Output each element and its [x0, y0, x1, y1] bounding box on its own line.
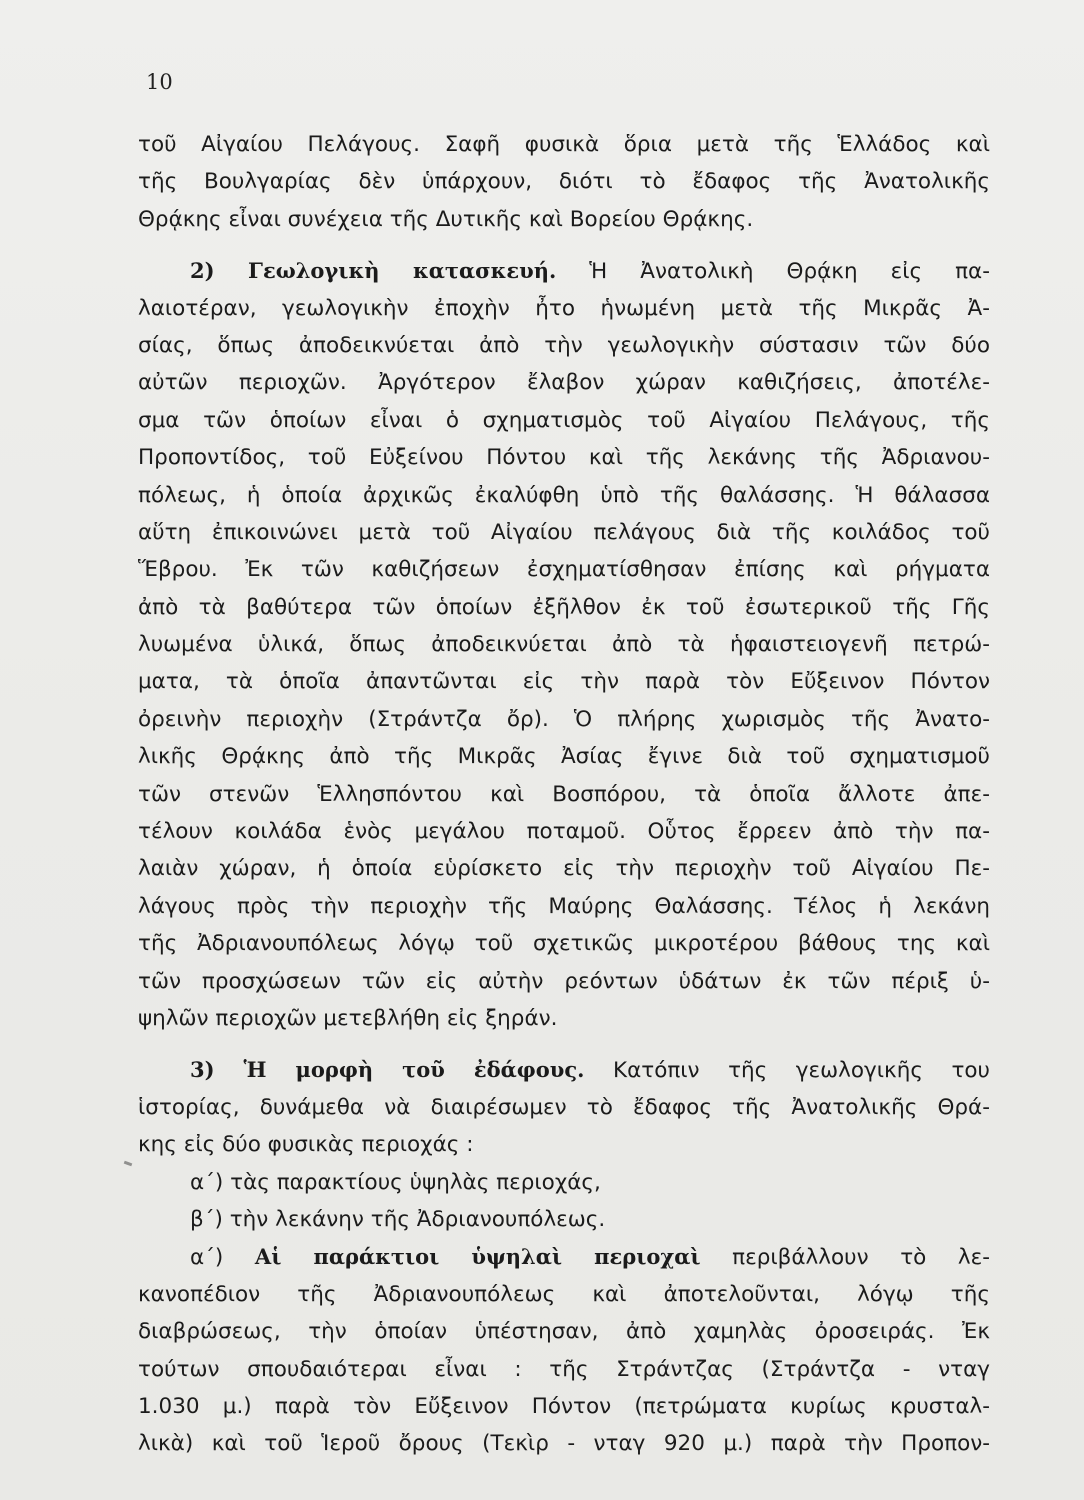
text-line: κης εἰς δύο φυσικὰς περιοχάς :: [138, 1132, 474, 1158]
page-number: 10: [146, 70, 173, 94]
text-line: πόλεως, ἡ ὁποία ἀρχικῶς ἐκαλύφθη ὑπὸ τῆς θαλάσσης. Ἡ θάλασσα: [138, 482, 990, 508]
text-line: σμα τῶν ὁποίων εἶναι ὁ σχηματισμὸς τοῦ Αἰγαίου Πελάγους, τῆς: [138, 407, 990, 433]
subsection-heading-line: α΄) Αἱ παράκτιοι ὑψηλαὶ περιοχαὶ περιβάλλουν τὸ λε-: [190, 1244, 990, 1271]
text-line: ματα, τὰ ὁποῖα ἀπαντῶνται εἰς τὴν παρὰ τὸν Εὔξεινον Πόντον: [138, 669, 990, 695]
text-line: αὐτῶν περιοχῶν. Ἀργότερον ἔλαβον χώραν καθιζήσεις, ἀποτέλε-: [138, 370, 990, 396]
text-line: σίας, ὅπως ἀποδεικνύεται ἀπὸ τὴν γεωλογικὴν σύστασιν τῶν δύο: [138, 332, 990, 358]
text-line: τοῦ Αἰγαίου Πελάγους. Σαφῆ φυσικὰ ὅρια μετὰ τῆς Ἑλλάδος καὶ: [138, 132, 990, 157]
text-line: λικὰ) καὶ τοῦ Ἱεροῦ ὄρους (Τεκὶρ - νταγ 920 μ.) παρὰ τὴν Προπον-: [138, 1431, 990, 1457]
text-line: κανοπέδιον τῆς Ἀδριανουπόλεως καὶ ἀποτελοῦνται, λόγῳ τῆς: [138, 1281, 990, 1307]
text-line: ἀπὸ τὰ βαθύτερα τῶν ὁποίων ἐξῆλθον ἐκ τοῦ ἐσωτερικοῦ τῆς Γῆς: [138, 594, 990, 620]
text-line: τῶν στενῶν Ἑλλησπόντου καὶ Βοσπόρου, τὰ ὁποῖα ἄλλοτε ἀπε-: [138, 781, 990, 807]
section-heading: 2) Γεωλογικὴ κατασκευή.: [190, 258, 557, 284]
text-line: Προποντίδος, τοῦ Εὐξείνου Πόντου καὶ τῆς λεκάνης τῆς Ἀδριανου-: [138, 445, 990, 471]
text-line: ἱστορίας, δυνάμεθα νὰ διαιρέσωμεν τὸ ἔδαφος τῆς Ἀνατολικῆς Θρά-: [138, 1094, 990, 1120]
text-line: Ἕβρου. Ἐκ τῶν καθιζήσεων ἐσχηματίσθησαν ἐπίσης καὶ ρήγματα: [138, 557, 990, 583]
text-line: τῆς Βουλγαρίας δὲν ὑπάρχουν, διότι τὸ ἔδαφος τῆς Ἀνατολικῆς: [138, 169, 990, 195]
text-line: λικῆς Θρᾴκης ἀπὸ τῆς Μικρᾶς Ἀσίας ἔγινε διὰ τοῦ σχηματισμοῦ: [138, 744, 990, 770]
text-line: λαιοτέραν, γεωλογικὴν ἐποχὴν ἦτο ἡνωμένη μετὰ τῆς Μικρᾶς Ἀ-: [138, 295, 990, 321]
text-line: διαβρώσεως, τὴν ὁποίαν ὑπέστησαν, ἀπὸ χαμηλὰς ὀροσειράς. Ἐκ: [138, 1319, 990, 1345]
text-line: τῆς Ἀδριανουπόλεως λόγῳ τοῦ σχετικῶς μικροτέρου βάθους της καὶ: [138, 931, 990, 957]
text-line: τούτων σπουδαιότεραι εἶναι : τῆς Στράντζας (Στράντζα - νταγ: [138, 1356, 990, 1382]
list-item: α΄) τὰς παρακτίους ὑψηλὰς περιοχάς,: [190, 1169, 601, 1195]
text-line: λαιὰν χώραν, ἡ ὁποία εὑρίσκετο εἰς τὴν περιοχὴν τοῦ Αἰγαίου Πε-: [138, 856, 990, 882]
section-heading-line: 2) Γεωλογικὴ κατασκευή. Ἡ Ἀνατολικὴ Θρᾴκη εἰς πα-: [190, 258, 990, 285]
text-line: ψηλῶν περιοχῶν μετεβλήθη εἰς ξηράν.: [138, 1005, 558, 1031]
section-heading: 3) Ἡ μορφὴ τοῦ ἐδάφους.: [190, 1057, 585, 1083]
subsection-heading: Αἱ παράκτιοι ὑψηλαὶ περιοχαὶ: [254, 1244, 701, 1270]
text-line: λάγους πρὸς τὴν περιοχὴν τῆς Μαύρης Θαλάσσης. Τέλος ἡ λεκάνη: [138, 893, 990, 919]
section-heading-line: 3) Ἡ μορφὴ τοῦ ἐδάφους. Κατόπιν τῆς γεωλογικῆς του: [190, 1057, 990, 1084]
text-line: τέλουν κοιλάδα ἑνὸς μεγάλου ποταμοῦ. Οὗτος ἔρρεεν ἀπὸ τὴν πα-: [138, 819, 990, 845]
list-item: β΄) τὴν λεκάνην τῆς Ἀδριανουπόλεως.: [190, 1206, 606, 1232]
text-line: Θρᾴκης εἶναι συνέχεια τῆς Δυτικῆς καὶ Βορείου Θρᾴκης.: [138, 206, 754, 232]
text-line: αὕτη ἐπικοινώνει μετὰ τοῦ Αἰγαίου πελάγους διὰ τῆς κοιλάδος τοῦ: [138, 519, 990, 545]
text-line: ὀρεινὴν περιοχὴν (Στράντζα ὄρ). Ὁ πλήρης χωρισμὸς τῆς Ἀνατο-: [138, 706, 990, 732]
text-line: λυωμένα ὑλικά, ὅπως ἀποδεικνύεται ἀπὸ τὰ ἡφαιστειογενῆ πετρώ-: [138, 632, 990, 658]
text-line: 1.030 μ.) παρὰ τὸν Εὔξεινον Πόντον (πετρώματα κυρίως κρυσταλ-: [138, 1393, 990, 1419]
scan-artifact: [124, 1161, 133, 1167]
text-line: τῶν προσχώσεων τῶν εἰς αὐτὴν ρεόντων ὑδάτων ἐκ τῶν πέριξ ὑ-: [138, 968, 990, 994]
body-text: [138, 126, 990, 1463]
